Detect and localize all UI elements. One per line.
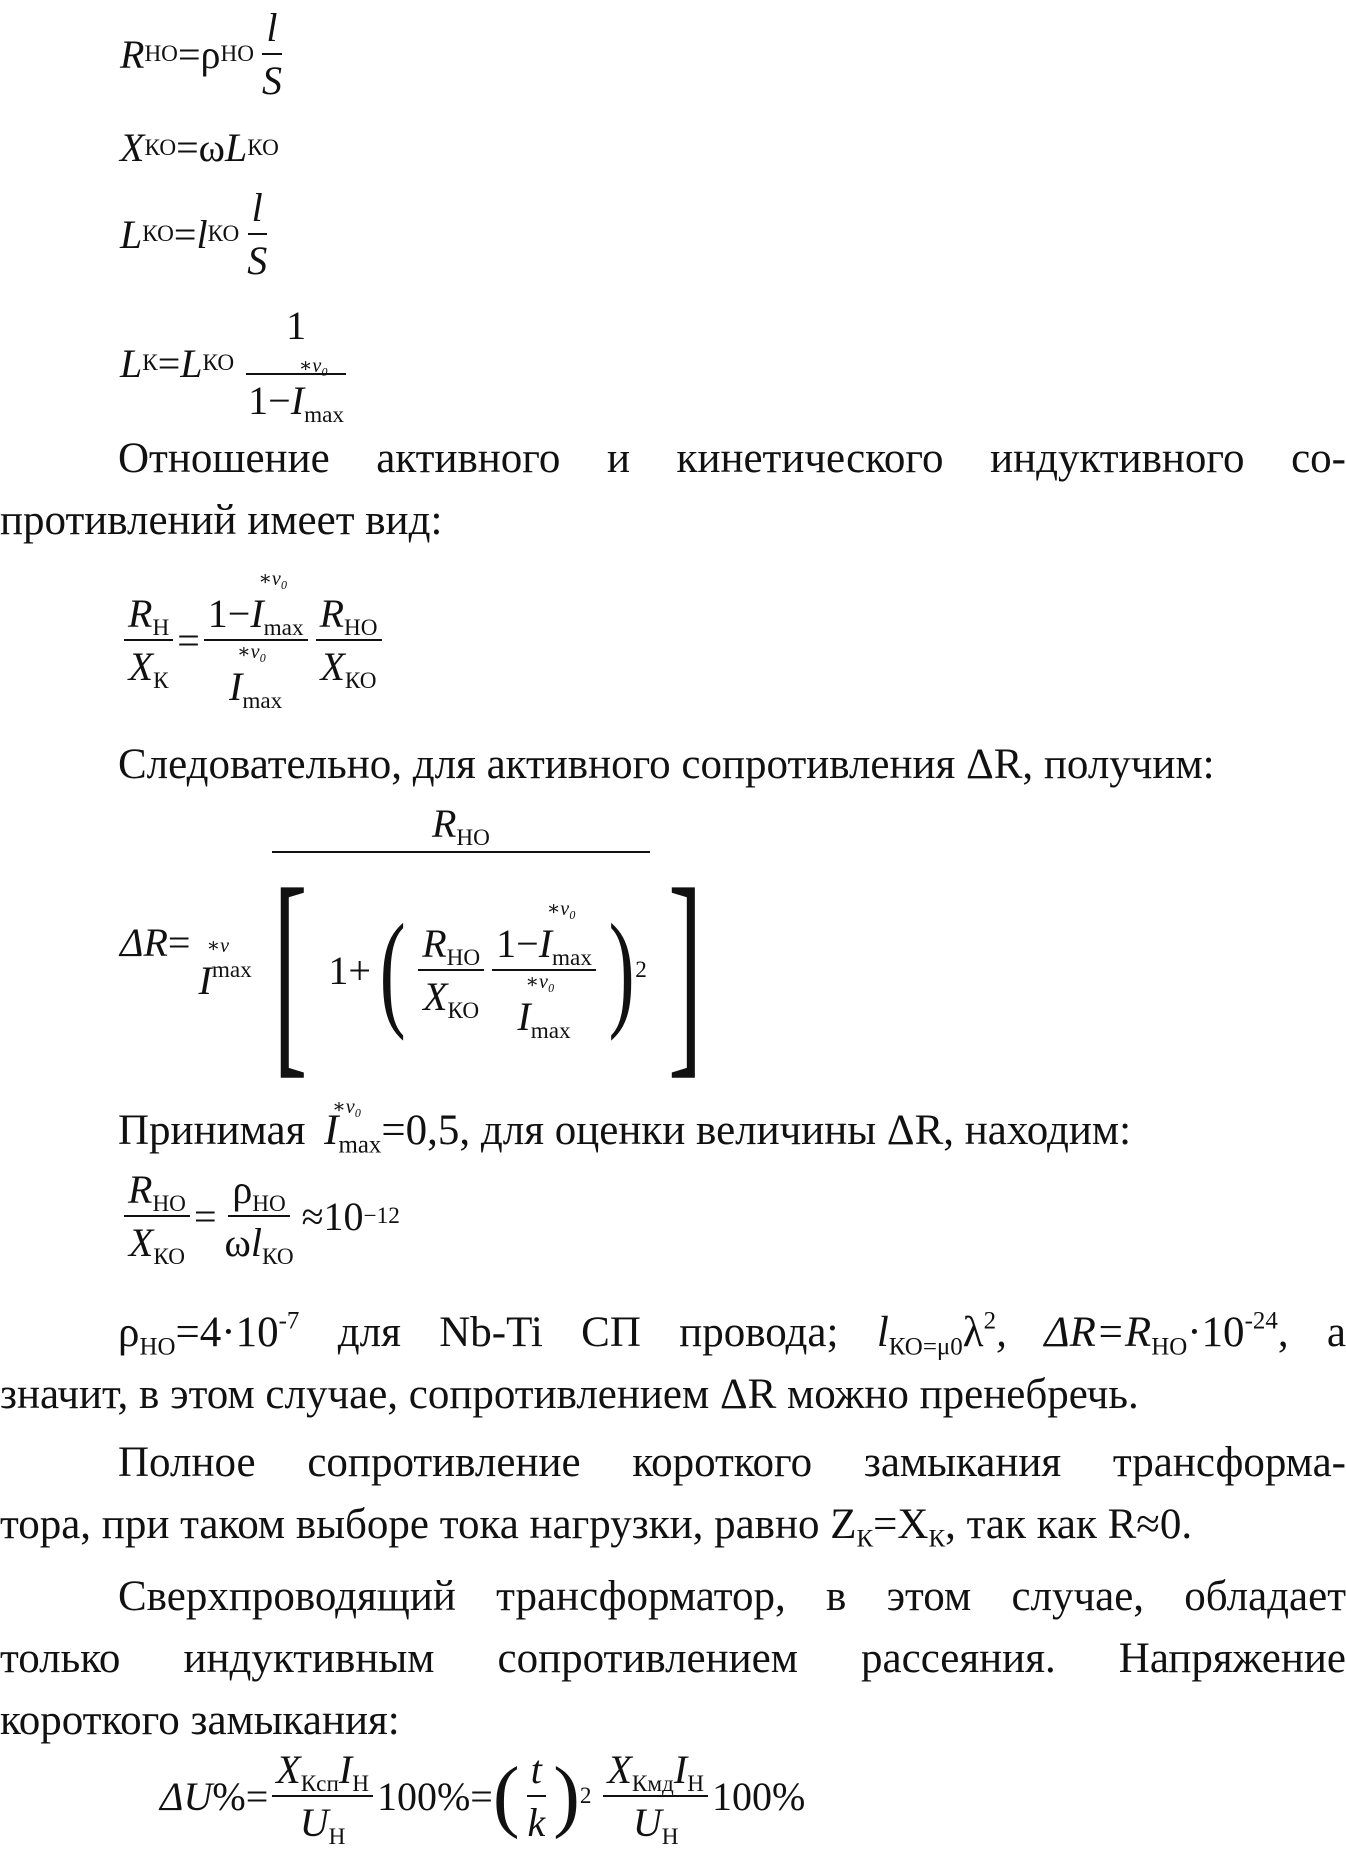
symbol-X: X bbox=[423, 974, 448, 1019]
symbol-X: X bbox=[128, 644, 154, 689]
symbol-I: I bbox=[229, 664, 243, 709]
numerator bbox=[272, 800, 650, 853]
symbol-rho: ρ bbox=[232, 1167, 253, 1212]
right-bracket: ] bbox=[667, 842, 703, 1097]
formula-inductance: L КО = l КО $\frac{l}{S}$ bbox=[120, 184, 275, 284]
exponent-mark: ∗ν₀ bbox=[237, 641, 267, 663]
text-fragment: =4·10 bbox=[175, 1309, 279, 1356]
paragraph-full-impedance bbox=[0, 1432, 1346, 1494]
text-line: Сверхпроводящий трансформатор, в этом случае, обладает bbox=[118, 1573, 1346, 1620]
paragraph-rho-value bbox=[0, 1302, 1346, 1364]
paragraph-superconducting bbox=[0, 1566, 1346, 1628]
subscript: КО bbox=[153, 1244, 185, 1271]
symbol-l: l bbox=[876, 1309, 889, 1356]
one-minus: 1− bbox=[248, 378, 291, 423]
left-paren: ( bbox=[492, 1751, 520, 1840]
numerator bbox=[418, 920, 484, 971]
formula-delta-r bbox=[120, 800, 731, 1097]
subscript: КО bbox=[261, 1244, 294, 1271]
exponent: -24 bbox=[1244, 1307, 1278, 1335]
current-max bbox=[517, 971, 555, 1040]
exponent-mark: ∗ν₀ bbox=[258, 568, 288, 590]
right-paren: ) bbox=[608, 898, 635, 1042]
hundred-percent: 100% bbox=[711, 1773, 806, 1819]
equals-sign: = bbox=[176, 125, 199, 170]
fraction bbox=[244, 302, 348, 429]
symbol-delta-r: ΔR bbox=[120, 920, 168, 965]
symbol-R: R bbox=[128, 591, 153, 636]
fraction bbox=[204, 568, 308, 715]
fraction bbox=[124, 1166, 190, 1271]
power-base: 10 bbox=[323, 1193, 364, 1239]
text-line: только индуктивным сопротивлением рассеяния. Напряжение bbox=[0, 1635, 1346, 1682]
numerator bbox=[124, 1166, 190, 1217]
subscript: max bbox=[242, 688, 283, 715]
denominator: k bbox=[527, 1800, 546, 1845]
symbol-omega: ω bbox=[224, 1220, 251, 1265]
numerator bbox=[204, 570, 308, 641]
current-max bbox=[229, 641, 267, 710]
symbol-R: R bbox=[431, 801, 457, 846]
denominator bbox=[125, 641, 173, 695]
symbol-X: X bbox=[120, 125, 145, 170]
paragraph-assuming bbox=[0, 1096, 1346, 1162]
fraction bbox=[492, 898, 596, 1045]
subscript: НО bbox=[456, 825, 490, 852]
paragraph-ratio-intro-2 bbox=[0, 490, 1346, 552]
formula-estimate: $\frac{R_{НО}}{X_{КО}}$ = $\frac{\rho_{НО}}{\omega l_{КО}}$ ≈ 10 −12 bbox=[120, 1166, 400, 1266]
text-fragment: , а bbox=[1277, 1309, 1346, 1356]
symbol-I: I bbox=[338, 1747, 353, 1792]
text-line: Следовательно, для активного сопротивления ΔR, получим: bbox=[118, 741, 1215, 788]
text-fragment: , ΔR=R bbox=[996, 1309, 1152, 1356]
text-fragment: , для оценки величины ΔR, находим: bbox=[459, 1107, 1132, 1154]
subscript: Кмд bbox=[631, 1771, 674, 1798]
subscript: max bbox=[552, 945, 592, 972]
text-fragment: для Nb-Ti СП провода; bbox=[337, 1309, 839, 1356]
denominator bbox=[316, 641, 380, 695]
subscript: НО bbox=[152, 1191, 186, 1218]
subscript: К bbox=[928, 1525, 946, 1553]
symbol-X: X bbox=[128, 1220, 154, 1265]
denominator bbox=[513, 971, 574, 1045]
subscript: max bbox=[530, 1018, 571, 1045]
formula-ratio bbox=[120, 568, 386, 715]
symbol-omega: ω bbox=[198, 125, 225, 170]
text-fragment: ρ bbox=[118, 1309, 140, 1356]
formula-delta-u: ΔU % = $\frac{X_{Кcп}I_Н}{U_Н}$ 100% = ( $\frac{t}{k}$ ) 2 $\frac{X_{Кмд}I_Н}{U_Н}$ 100% bbox=[160, 1747, 806, 1850]
subscript: Н bbox=[661, 1824, 679, 1850]
equals-sign: = bbox=[177, 617, 200, 663]
subscript: КО bbox=[344, 668, 377, 695]
denominator bbox=[419, 971, 483, 1025]
symbol-U: U bbox=[299, 1800, 329, 1845]
numerator bbox=[492, 900, 596, 971]
fraction bbox=[523, 1746, 549, 1846]
text-line: Полное сопротивление короткого замыкания трансформа- bbox=[118, 1439, 1346, 1486]
subscript: Кcп bbox=[300, 1771, 339, 1798]
denominator: S bbox=[247, 238, 268, 283]
exponent: -7 bbox=[278, 1307, 300, 1335]
symbol-I: I bbox=[673, 1747, 688, 1792]
fraction bbox=[243, 184, 271, 284]
subscript: НО bbox=[1151, 1333, 1188, 1361]
symbol-L: L bbox=[180, 340, 203, 386]
formula-kinetic-inductance: L К = L КО 1 1− ∗ν₀ $I_{max}$ bbox=[120, 302, 352, 424]
exponent-mark: ∗ν₀ bbox=[298, 355, 329, 377]
symbol-I: I bbox=[198, 957, 212, 1003]
denominator bbox=[221, 1217, 298, 1271]
equals-sign: = bbox=[167, 920, 191, 965]
symbol-U: U bbox=[632, 1800, 662, 1845]
approx-sign: ≈ bbox=[301, 1193, 324, 1239]
symbol-I: I bbox=[538, 921, 553, 966]
formula-reactance: X КО = ω L КО bbox=[120, 125, 279, 170]
text-fragment: =X bbox=[873, 1501, 929, 1548]
symbol-X: X bbox=[320, 644, 345, 689]
paragraph-superconducting-3 bbox=[0, 1690, 1346, 1752]
text-fragment: , так как R≈0. bbox=[945, 1501, 1193, 1548]
paragraph-ratio-intro bbox=[0, 428, 1346, 490]
subscript: КО=μ bbox=[888, 1333, 951, 1361]
denominator: S bbox=[261, 58, 282, 103]
text-line: противлений имеет вид: bbox=[0, 497, 443, 544]
symbol-I: I bbox=[290, 378, 305, 423]
current-max bbox=[250, 568, 288, 637]
right-paren: ) bbox=[553, 1751, 580, 1840]
numerator: l bbox=[248, 184, 267, 235]
numerator: t bbox=[527, 1746, 546, 1797]
denominator: ∗ν I max [ 1+ ( $\frac{R_{НО}}{X_{КО}}$ 1− ∗ν₀ $I_{max}$ ∗ν₀ $I_{max}$ ) 2 ] bbox=[198, 842, 703, 1097]
subscript: max bbox=[338, 1131, 382, 1159]
denominator bbox=[244, 355, 348, 429]
subscript: НО bbox=[252, 1191, 286, 1218]
subscript: К bbox=[856, 1525, 874, 1553]
subscript: Н bbox=[152, 615, 170, 642]
subscript: КО bbox=[447, 998, 480, 1025]
text-fragment: ·10 bbox=[1187, 1309, 1245, 1356]
symbol-R: R bbox=[319, 591, 344, 636]
denominator bbox=[125, 1217, 189, 1271]
one-plus: 1+ bbox=[328, 947, 371, 993]
equals-sign: = bbox=[470, 1773, 493, 1819]
numerator: l bbox=[262, 4, 281, 55]
symbol-l: l bbox=[196, 211, 208, 257]
numerator bbox=[316, 590, 382, 641]
subscript: Н bbox=[352, 1771, 369, 1798]
fraction bbox=[124, 590, 173, 695]
equals-sign: = bbox=[173, 211, 197, 257]
subscript: К bbox=[153, 668, 169, 695]
numerator bbox=[603, 1746, 707, 1797]
text-line: короткого замыкания: bbox=[0, 1697, 400, 1744]
one-minus: 1− bbox=[207, 591, 251, 636]
equals-sign: = bbox=[177, 31, 201, 77]
equals-sign: = bbox=[193, 1193, 217, 1239]
current-max bbox=[198, 934, 229, 1004]
fraction bbox=[272, 1746, 373, 1850]
subscript: НО bbox=[446, 945, 481, 972]
exponent-mark: ∗ν bbox=[206, 934, 229, 957]
symbol-X: X bbox=[276, 1747, 301, 1792]
subscript: max bbox=[263, 615, 304, 642]
symbol-lambda: λ bbox=[962, 1309, 984, 1356]
left-bracket: [ bbox=[272, 842, 308, 1097]
fraction bbox=[221, 1166, 298, 1271]
fraction bbox=[418, 920, 484, 1025]
symbol-I: I bbox=[517, 994, 531, 1039]
text-fragment: Принимая bbox=[118, 1107, 306, 1154]
numerator bbox=[124, 590, 173, 641]
symbol-l: l bbox=[250, 1220, 262, 1265]
paragraph-therefore bbox=[0, 734, 1346, 796]
symbol-L: L bbox=[120, 211, 143, 257]
numerator bbox=[228, 1166, 289, 1217]
formula-resistance: R НО = ρ НО $\frac{l}{S}$ bbox=[120, 4, 290, 104]
symbol-I: I bbox=[250, 591, 264, 636]
fraction bbox=[258, 4, 286, 104]
symbol-L: L bbox=[120, 340, 143, 386]
denominator bbox=[629, 1797, 683, 1850]
denominator bbox=[296, 1797, 350, 1850]
text-line: значит, в этом случае, сопротивлением ΔR можно пренебречь. bbox=[0, 1371, 1139, 1418]
symbol-R: R bbox=[120, 31, 145, 77]
exponent: 2 bbox=[983, 1307, 997, 1335]
numerator bbox=[272, 1746, 373, 1797]
paragraph-neglect bbox=[0, 1364, 1346, 1426]
subscript: Н bbox=[687, 1771, 704, 1798]
subscript: НО bbox=[139, 1333, 176, 1361]
value-fragment: =0,5 bbox=[381, 1107, 460, 1154]
fraction bbox=[316, 590, 382, 695]
symbol-rho: ρ bbox=[200, 31, 221, 77]
denominator bbox=[225, 641, 286, 715]
exponent-mark: ∗ν₀ bbox=[525, 971, 555, 993]
percent-sign: % bbox=[212, 1773, 246, 1819]
symbol-I: I bbox=[324, 1107, 339, 1154]
numerator: 1 bbox=[246, 302, 346, 375]
one-minus: 1− bbox=[496, 921, 539, 966]
text-fragment: тора, при таком выборе тока нагрузки, равно Z bbox=[0, 1501, 857, 1548]
exponent-mark: ∗ν₀ bbox=[332, 1096, 362, 1118]
subscript: Н bbox=[328, 1824, 346, 1850]
symbol-L: L bbox=[224, 125, 248, 170]
left-paren: ( bbox=[379, 898, 406, 1042]
symbol-R: R bbox=[422, 921, 447, 966]
symbol-X: X bbox=[607, 1747, 632, 1792]
text-line: Отношение активного и кинетического индуктивного со- bbox=[118, 435, 1346, 482]
equals-sign: = bbox=[157, 340, 181, 386]
fraction bbox=[194, 800, 727, 1097]
symbol-delta-u: ΔU bbox=[160, 1773, 213, 1819]
symbol-R: R bbox=[128, 1167, 153, 1212]
fraction bbox=[603, 1746, 707, 1850]
paragraph-full-impedance-2 bbox=[0, 1494, 1346, 1556]
subscript: НО bbox=[344, 615, 378, 642]
exponent-mark: ∗ν₀ bbox=[546, 898, 577, 920]
subscript: max bbox=[304, 402, 344, 429]
hundred-percent: 100% bbox=[376, 1773, 471, 1819]
subscript: 0 bbox=[950, 1333, 963, 1361]
equals-sign: = bbox=[245, 1773, 269, 1819]
paragraph-superconducting-2 bbox=[0, 1628, 1346, 1690]
